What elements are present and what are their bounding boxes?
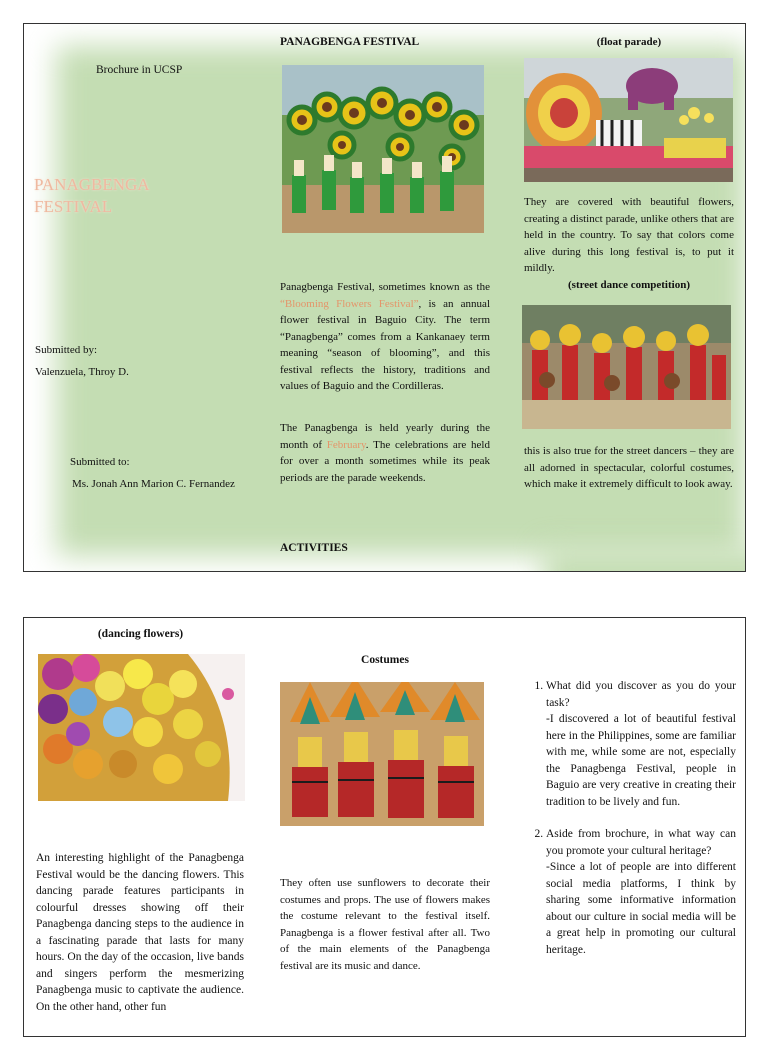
street-dance-photo [522, 305, 731, 429]
question-item-1 [546, 678, 736, 810]
green-background-tail [544, 549, 746, 572]
street-dance-text: this is also true for the street dancers – they are all adorned in spectacular, colorful costumes, which make it extremely difficult to look away. [524, 445, 734, 490]
festival-heading: PANAGBENGA FESTIVAL [280, 36, 420, 48]
answer-1-text: -I discovered a lot of beautiful festival here in the Philippines, some are familiar with me, while some are not, especially the Panagbenga Festival, people in Baguio are very creative in creating their tradition to be lively and fun. [546, 713, 736, 808]
submitted-to-name: Ms. Jonah Ann Marion C. Fernandez [72, 478, 235, 490]
costumes-photo [280, 682, 484, 826]
february-highlight: February [326, 438, 366, 451]
float-parade-heading: (float parade) [596, 36, 662, 48]
reflection-questions [526, 678, 736, 974]
dancing-flowers-photo [38, 654, 245, 801]
question-list [526, 678, 736, 958]
intro-text-b: , is an annual flower festival in Baguio City. The term “Panagbenga” comes from a Kankanaey term meaning “season of blooming”, and this festival reflects the history, traditions and values of Baguio and the Cordilleras. [280, 297, 490, 392]
street-dance-heading: (street dance competition) [568, 279, 690, 291]
sunflower-dancers-photo [282, 65, 484, 233]
answer-2-text: -Since a lot of people are into different social media platforms, I think by sharing some informative information about our culture in social media will be a great help in promoting our cultural heritage. [546, 861, 736, 956]
question-item-2 [546, 826, 736, 958]
dancing-flowers-text: An interesting highlight of the Panagbenga Festival would be the dancing flowers. This dancing parade features participants in colourful dresses showing off their Panagbenga dancing steps to the audience in a fascinating parade that lasts for many hours. On the day of the occasion, live bands and singers perform the mesmerizing Panagbenga music to captivate the audience. On the other hand, other fun [36, 852, 244, 1013]
submitted-by-label: Submitted by: [35, 344, 98, 356]
blooming-flowers-highlight: “Blooming Flowers Festival” [280, 297, 419, 310]
cover-title-line2: FESTIVAL [34, 197, 113, 216]
schedule-paragraph [280, 420, 490, 486]
intro-paragraph [280, 279, 490, 395]
schedule-text-a: The Panagbenga is held yearly during the month of [280, 422, 490, 451]
intro-text-a: Panagbenga Festival, sometimes known as the [280, 281, 490, 293]
brochure-page-2 [23, 617, 746, 1037]
cover-title-line1: PANAGBENGA [34, 175, 150, 194]
cover-title [34, 174, 150, 218]
submitted-to-label: Submitted to: [70, 456, 130, 468]
schedule-text-b: . The celebrations are held for over a month sometimes while its peak periods are the parade weekends. [280, 438, 490, 484]
float-parade-text: They are covered with beautiful flowers, creating a distinct parade, unlike others that are held in the country. To say that colors come alive during this long festival is, to put it mildly. [524, 196, 734, 274]
activities-heading: ACTIVITIES [280, 542, 348, 554]
brochure-page-1 [23, 23, 746, 572]
question-2-text: Aside from brochure, in what way can you promote your cultural heritage? [546, 828, 736, 857]
dancing-flowers-heading: (dancing flowers) [97, 628, 184, 640]
costumes-text: They often use sunflowers to decorate their costumes and props. The use of flowers makes the costume relevant to the festival itself. Panagbenga is a flower festival after all. Two of the main elements of the Panagbenga festival are its music and dance. [280, 877, 490, 972]
float-parade-photo [524, 58, 733, 182]
submitted-by-name: Valenzuela, Throy D. [35, 366, 129, 378]
question-1-text: What did you discover as you do your task? [546, 680, 736, 709]
brochure-label: Brochure in UCSP [96, 64, 183, 76]
costumes-heading: Costumes [361, 654, 409, 666]
